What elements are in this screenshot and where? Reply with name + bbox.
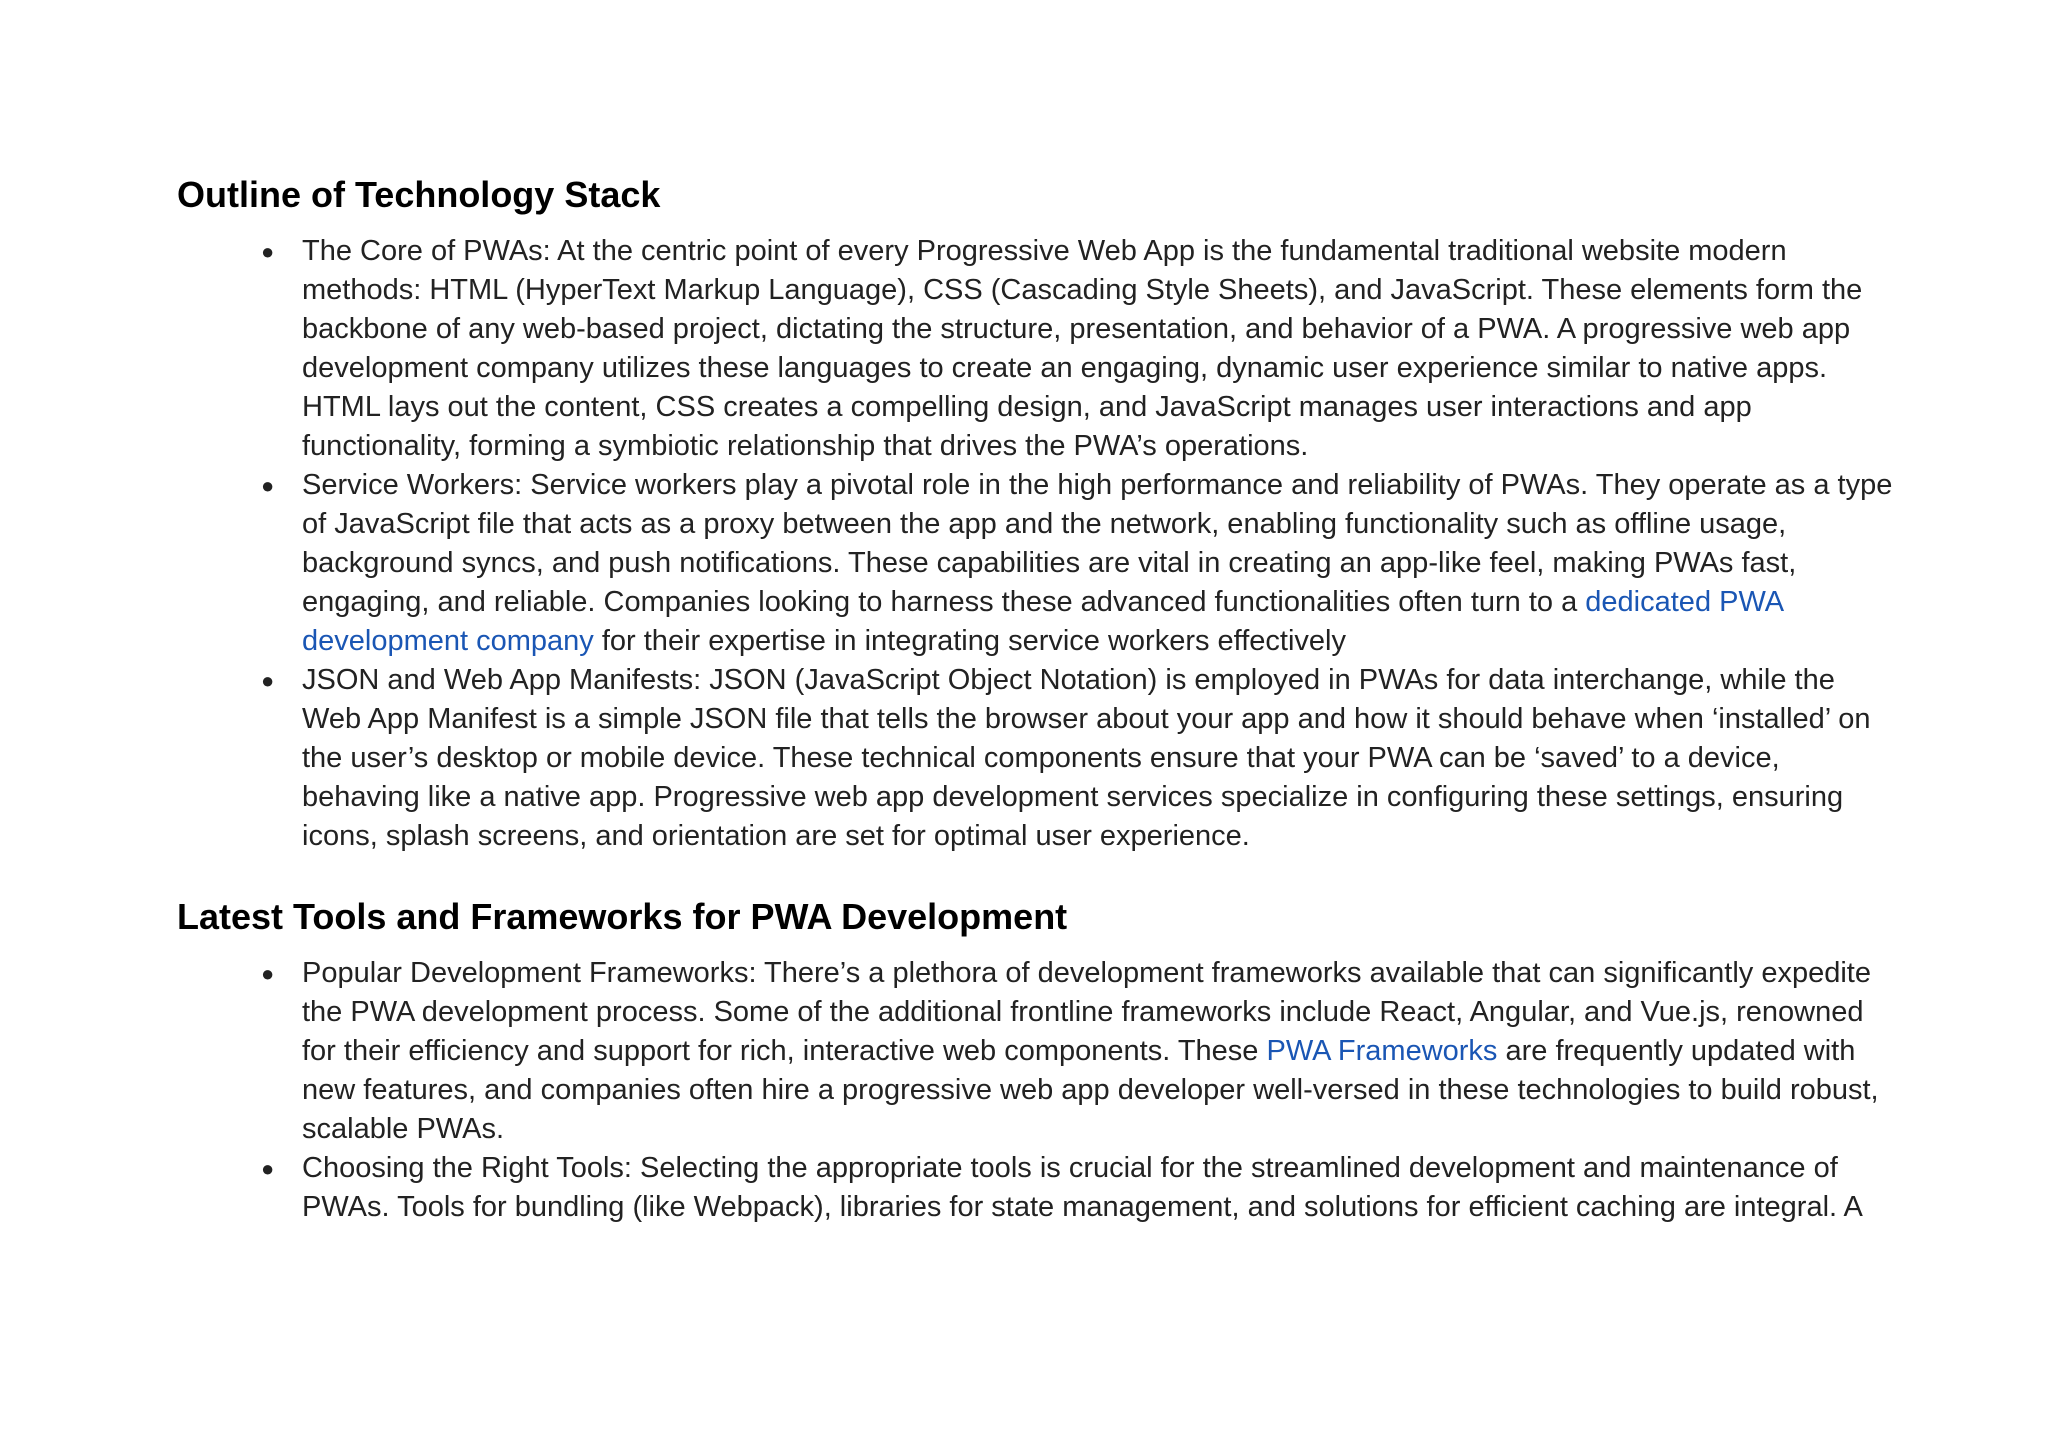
bullet-icon: ● — [261, 239, 275, 264]
list-item-text: Popular Development Frameworks: There’s a plethora of development frameworks available that can significantly expedite the PWA development process. Some of the additional frontline frameworks include React, Angular, and Vue.js, renowned for their efficiency and support for rich, interactive web components. These — [302, 957, 1871, 1067]
bullet-icon: ● — [261, 473, 275, 498]
bullet-icon: ● — [261, 1156, 275, 1181]
document-content — [177, 172, 1897, 1227]
pwa-frameworks-link[interactable]: PWA Frameworks — [1266, 1035, 1498, 1067]
section-heading: Latest Tools and Frameworks for PWA Development — [177, 896, 1068, 937]
bullet-list — [177, 232, 1897, 856]
list-item — [177, 954, 1897, 1149]
list-item — [177, 466, 1897, 661]
section-tools-frameworks — [177, 894, 1897, 1227]
bullet-icon: ● — [261, 961, 275, 986]
list-item — [177, 232, 1897, 466]
list-item-text: for their expertise in integrating service workers effectively — [593, 625, 1346, 657]
list-item-text: Service Workers: Service workers play a pivotal role in the high performance and reliability of PWAs. They operate as a type of JavaScript file that acts as a proxy between the app and the network, enabling functionality such as offline usage, background syncs, and push notifications. These capabilities are vital in creating an app-like feel, making PWAs fast, engaging, and reliable. Companies looking to harness these advanced functionalities often turn to a — [302, 469, 1893, 618]
list-item-text: Choosing the Right Tools: Selecting the appropriate tools is crucial for the streamlined development and maintenance of PWAs. Tools for bundling (like Webpack), libraries for state management, and solutions for efficient caching are integral. A — [302, 1152, 1863, 1223]
list-item-text: The Core of PWAs: At the centric point of every Progressive Web App is the fundamental traditional website modern methods: HTML (HyperText Markup Language), CSS (Cascading Style Sheets), and JavaScript. These elements form the backbone of any web-based project, dictating the structure, presentation, and behavior of a PWA. A progressive web app development company utilizes these languages to create an engaging, dynamic user experience similar to native apps. HTML lays out the content, CSS creates a compelling design, and JavaScript manages user interactions and app functionality, forming a symbiotic relationship that drives the PWA’s operations. — [302, 235, 1863, 462]
dedicated-pwa-company-link[interactable]: dedicated PWA development company — [302, 586, 1783, 657]
list-item — [177, 661, 1897, 856]
bullet-icon: ● — [261, 668, 275, 693]
list-item — [177, 1149, 1897, 1227]
list-item-text: are frequently updated with new features, and companies often hire a progressive web app developer well-versed in these technologies to build robust, scalable PWAs. — [302, 1035, 1879, 1145]
bullet-list — [177, 954, 1897, 1227]
section-technology-stack — [177, 172, 1897, 856]
list-item-text: JSON and Web App Manifests: JSON (JavaScript Object Notation) is employed in PWAs for data interchange, while the Web App Manifest is a simple JSON file that tells the browser about your app and how it should behave when ‘installed’ on the user’s desktop or mobile device. These technical components ensure that your PWA can be ‘saved’ to a device, behaving like a native app. Progressive web app development services specialize in configuring these settings, ensuring icons, splash screens, and orientation are set for optimal user experience. — [302, 664, 1871, 852]
section-heading: Outline of Technology Stack — [177, 174, 661, 215]
